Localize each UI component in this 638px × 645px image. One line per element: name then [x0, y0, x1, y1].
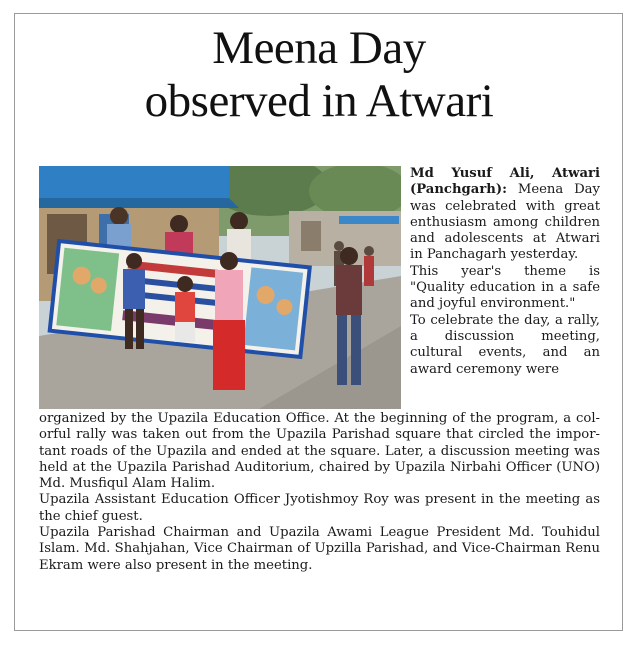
theme-paragraph: This year's theme is "Quality education in a safe and joyful environment."	[410, 263, 600, 312]
body-paragraph-3: Upazila Parishad Chairman and Upazila Awami League President Md. Touhidul Islam. Md. Shahjahan, Vice Chairman of Upzilla Parishad, and Vice-Chairman Renu Ekram were also present in the meeting.	[39, 525, 600, 573]
body-paragraph-2: Upazila Assistant Education Officer Jyotishmoy Roy was present in the meeting as the chief guest.	[39, 492, 600, 524]
rally-photo-image	[39, 166, 401, 409]
headline-line-2: observed in Atwari	[144, 75, 494, 127]
lead-paragraph	[410, 166, 600, 264]
rally-photo	[39, 166, 401, 409]
lead-text: Meena Day was celebrated with great enthusiasm among children and adolescents at Atwari in Panchagarh yesterday.	[410, 182, 600, 263]
celebrate-paragraph: To celebrate the day, a rally, a discussion meeting, cultural events, and an award ceremony were	[410, 312, 600, 377]
body-column	[39, 411, 600, 574]
headline	[0, 22, 638, 128]
side-column	[410, 166, 600, 378]
byline: Md Yusuf Ali, Atwari (Panchgarh):	[410, 166, 600, 198]
body-paragraph-1: organized by the Upazila Education Office. At the beginning of the program, a colorful rally was taken out from the Upazila Parishad square that circled the important roads of the Upazila and ended at the square. Later, a discussion meeting was held at the Upazila Parishad Auditorium, chaired by Upazila Nirbahi Officer (UNO) Md. Musfiqul Alam Halim.	[39, 411, 600, 492]
headline-line-1: Meena Day	[212, 22, 426, 74]
